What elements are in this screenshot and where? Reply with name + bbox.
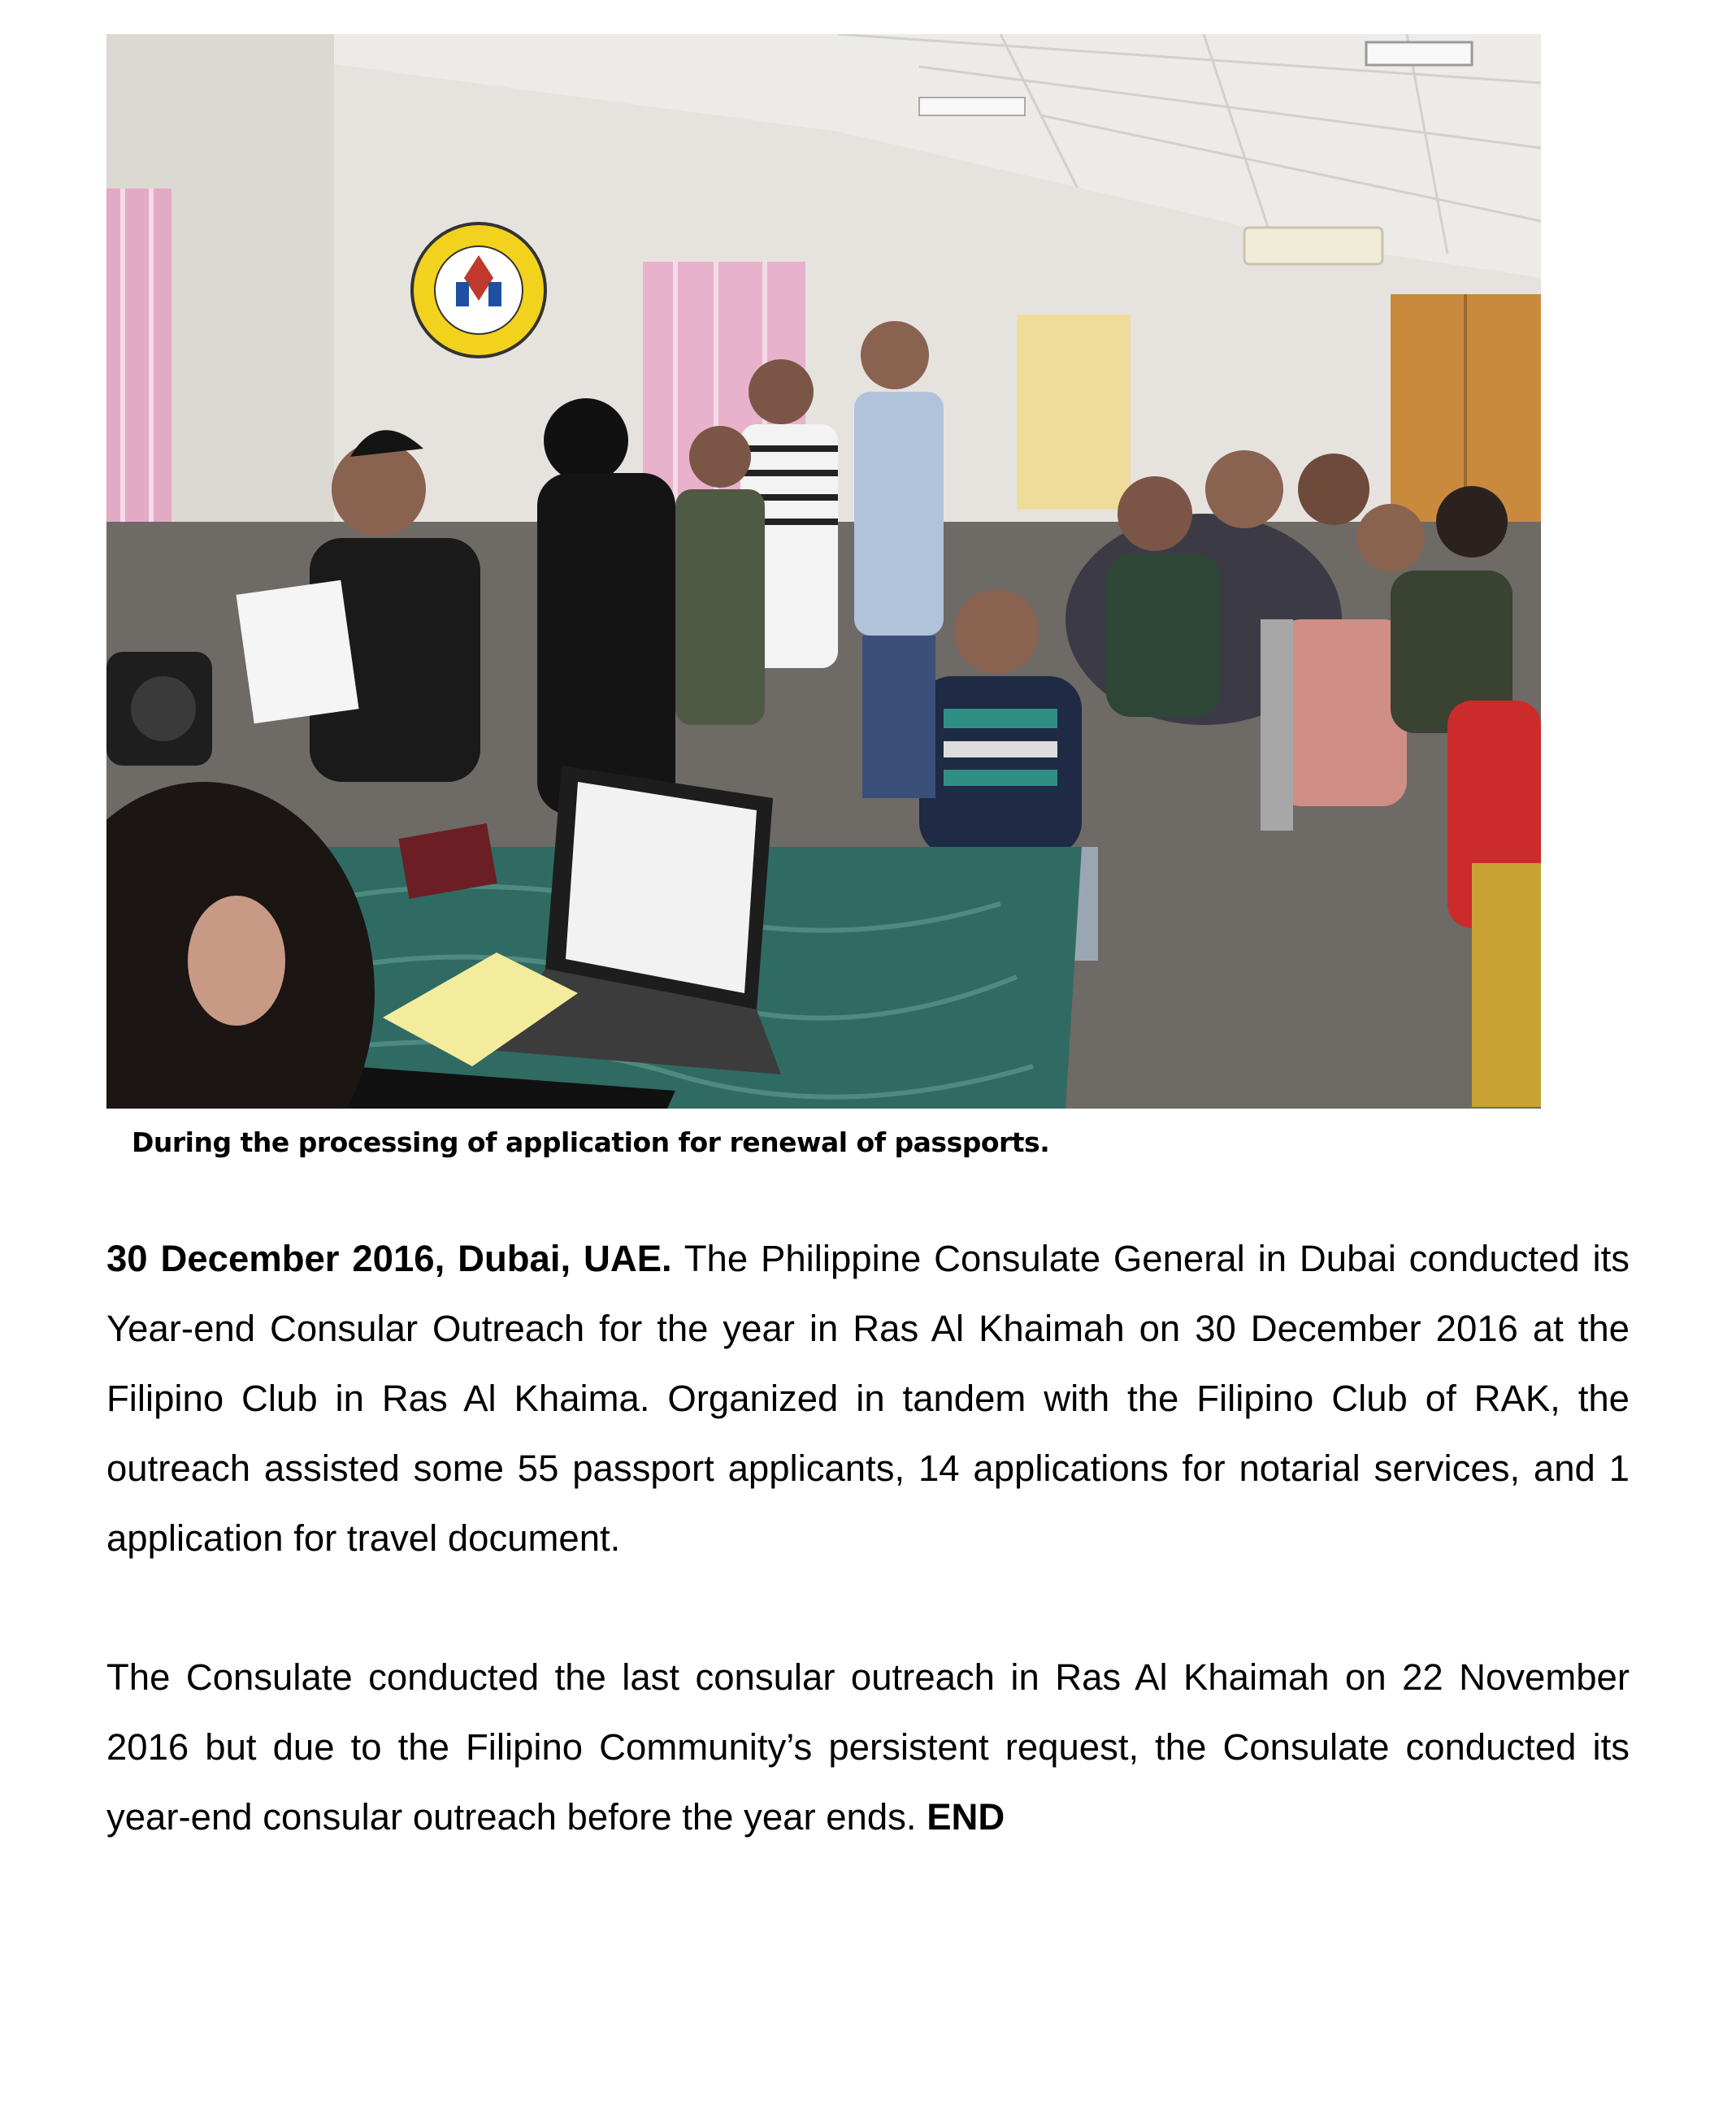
paragraph-1-body: The Philippine Consulate General in Dubai conducted its Year-end Consular Outreach for the year in Ras Al Khaimah on 30 December 2016 at the Filipino Club in Ras Al Khaima. Organized in tandem with the Filipino Club of RAK, the outreach assisted some 55 passport applicants, 14 applications for notarial services, and 1 application for travel document. <box>106 1238 1630 1559</box>
paragraph-2 <box>106 1643 1630 1852</box>
paragraph-1 <box>106 1224 1630 1573</box>
end-marker: END <box>927 1796 1005 1838</box>
event-photo <box>106 34 1541 1109</box>
dateline: 30 December 2016, Dubai, UAE. <box>106 1238 672 1279</box>
photo-caption: During the processing of application for renewal of passports. <box>132 1126 1050 1158</box>
filipino-club-badge <box>412 224 545 357</box>
paragraph-2-body: The Consulate conducted the last consular outreach in Ras Al Khaimah on 22 November 2016 but due to the Filipino Community’s persistent request, the Consulate conducted its year-end consular outreach before the year ends. <box>106 1656 1630 1838</box>
